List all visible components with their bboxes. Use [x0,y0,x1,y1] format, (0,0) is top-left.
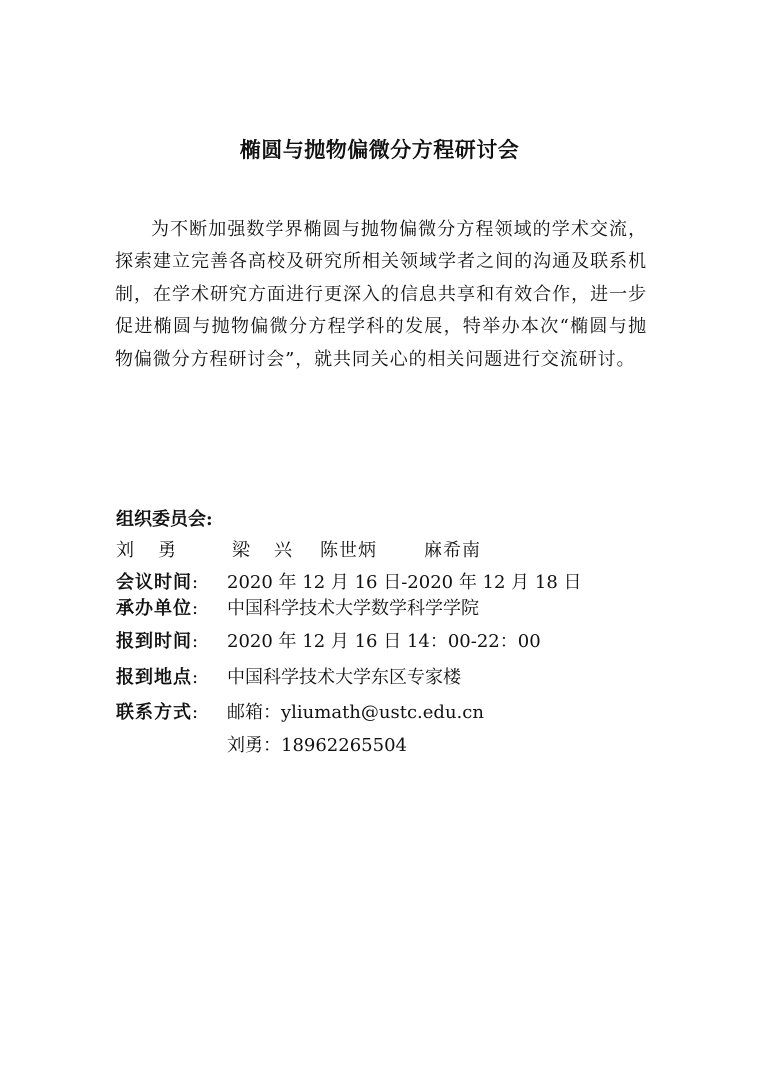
registration-time-label: 报到时间: [116,631,200,652]
contact-row [116,698,484,724]
committee-member: 梁兴 [232,540,316,561]
meeting-time-label: 会议时间: [116,572,200,593]
registration-place-label: 报到地点: [116,667,200,688]
meeting-time-value: 2020 年 12 月 16 日-2020 年 12 月 18 日 [227,572,582,593]
contact-label: 联系方式: [116,702,200,723]
registration-place-value: 中国科学技术大学东区专家楼 [227,667,461,688]
registration-time-value: 2020 年 12 月 16 日 14：00-22：00 [227,631,541,652]
contact-phone: 刘勇：18962265504 [227,735,407,756]
host-unit-label: 承办单位: [116,598,200,619]
committee-member: 刘勇 [116,540,200,561]
contact-phone-row [116,731,407,757]
committee-heading: 组织委员会: [116,509,213,530]
registration-time-row [116,627,541,653]
document-title: 椭圆与抛物偏微分方程研讨会 [239,137,520,162]
intro-paragraph: 为不断加强数学界椭圆与抛物偏微分方程领域的学术交流，探索建立完善各高校及研究所相关领域学者之间的沟通及联系机制，在学术研究方面进行更深入的信息共享和有效合作，进一步促进椭圆与抛物偏微分方程学科的发展，特举办本次“椭圆与抛物偏微分方程研讨会”，就共同关心的相关问题进行交流研讨。 [115,219,647,370]
meeting-time-row [116,568,582,594]
host-unit-value: 中国科学技术大学数学科学学院 [227,598,479,619]
committee-member: 麻希南 [424,540,481,561]
committee-member: 陈世炳 [320,540,377,561]
host-unit-row [116,594,479,620]
registration-place-row [116,663,461,689]
contact-email: 邮箱：yliumath@ustc.edu.cn [227,702,484,723]
